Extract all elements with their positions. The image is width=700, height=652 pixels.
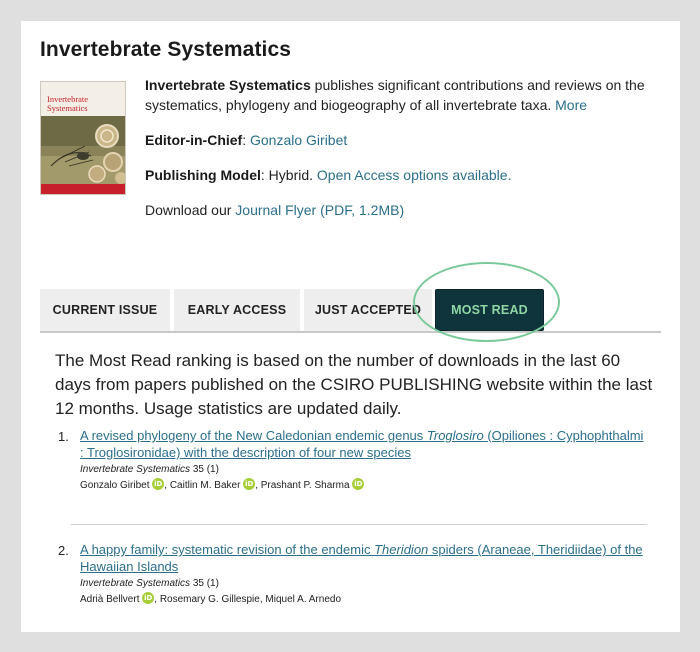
orcid-icon[interactable]: iD [154, 480, 163, 488]
tab-early-access[interactable]: EARLY ACCESS [174, 289, 300, 331]
article-title-link[interactable]: A revised phylogeny of the New Caledonian endemic genus Troglosiro (Opiliones : Cyphophthalmi : Troglosironidae) with the description of four new species [80, 428, 644, 460]
article-authors: Adrià Bellvert iD , Rosemary G. Gillespie, Miquel A. Arnedo [80, 594, 342, 605]
article-title [80, 541, 650, 575]
article-citation: Invertebrate Systematics 35 (1) [80, 464, 219, 475]
cover-title: Invertebrate Systematics [47, 94, 89, 113]
article-authors: Gonzalo Giribet iD , Caitlin M. Baker iD , Prashant P. Sharma iD [80, 480, 363, 491]
tab-most-read[interactable]: MOST READ [435, 289, 544, 331]
open-access-link[interactable]: Open Access options available. [316, 167, 512, 183]
journal-cover-image[interactable] [40, 81, 126, 195]
flyer-line: Download our Journal Flyer (PDF, 1.2MB) [145, 202, 405, 218]
article-number: 1. [58, 429, 69, 444]
orcid-icon[interactable]: iD [354, 480, 363, 488]
cover-red-band [41, 184, 126, 194]
more-link[interactable]: More [555, 97, 588, 113]
article-title [80, 427, 650, 461]
article-citation: Invertebrate Systematics 35 (1) [80, 578, 219, 589]
article-tabs [40, 289, 661, 333]
publishing-model-line: Publishing Model: Hybrid. Open Access options available. [145, 167, 512, 183]
editor-line: Editor-in-Chief: Gonzalo Giribet [145, 132, 348, 148]
journal-card [21, 21, 680, 632]
tab-current-issue[interactable]: CURRENT ISSUE [40, 289, 170, 331]
page-title: Invertebrate Systematics [40, 38, 292, 61]
journal-flyer-link[interactable]: Journal Flyer (PDF, 1.2MB) [235, 202, 405, 218]
journal-description [145, 75, 665, 235]
divider [71, 524, 647, 525]
orcid-icon[interactable]: iD [144, 594, 153, 602]
orcid-icon[interactable]: iD [245, 480, 254, 488]
article-number: 2. [58, 543, 69, 558]
journal-summary: Invertebrate Systematics publishes significant contributions and reviews on the systematics, phylogeny and biogeography of all invertebrate taxa. More [145, 77, 645, 113]
most-read-intro: The Most Read ranking is based on the number of downloads in the last 60 days from papers published on the CSIRO PUBLISHING website within the last 12 months. Usage statistics are updated daily. [55, 351, 653, 418]
article-title-link[interactable]: A happy family: systematic revision of the endemic Theridion spiders (Araneae, Theridiidae) of the Hawaiian Islands [80, 542, 643, 574]
cover-artwork [41, 116, 126, 186]
editor-link[interactable]: Gonzalo Giribet [250, 132, 348, 148]
tab-just-accepted[interactable]: JUST ACCEPTED [304, 289, 432, 331]
